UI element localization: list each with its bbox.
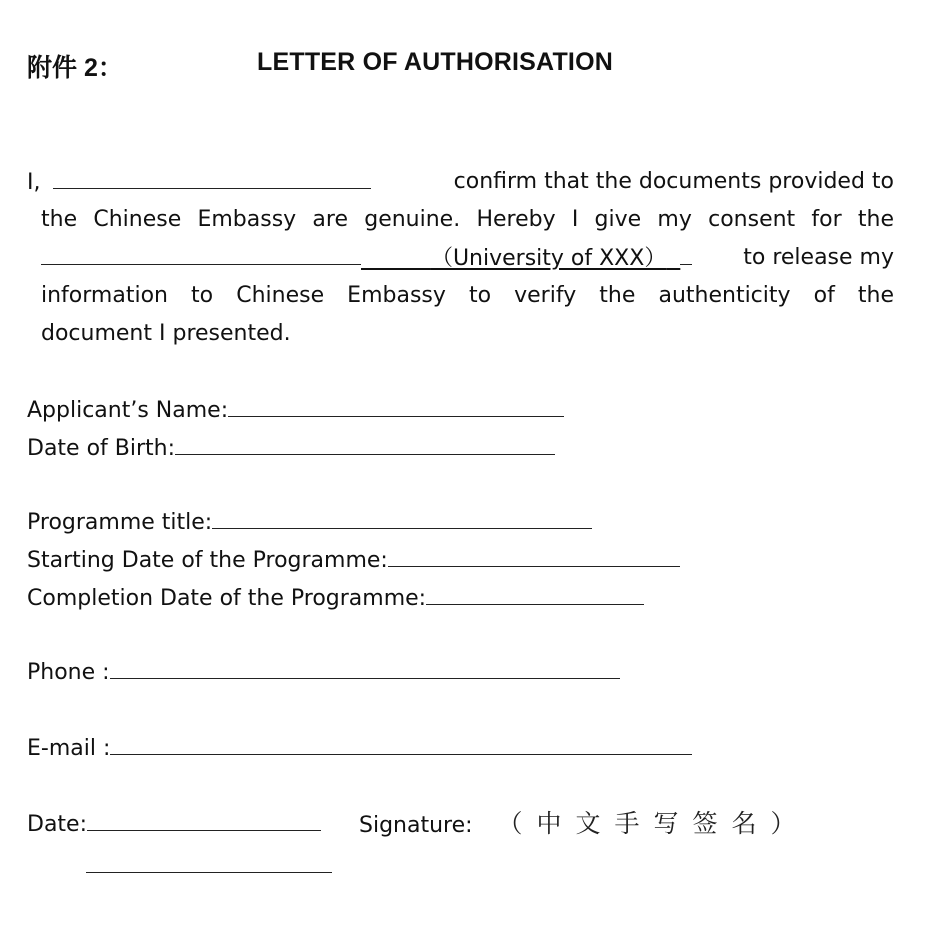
paragraph-line-1 [27,166,894,198]
paragraph-line1-start: I, [27,170,41,195]
attachment-label: 附件 2： [27,54,123,82]
email-row [27,732,692,764]
paragraph-line-3 [41,242,894,274]
university-blank-right[interactable] [680,242,692,265]
programme-title-field[interactable] [212,506,592,529]
date-of-birth-row [27,432,555,464]
document-title: LETTER OF AUTHORISATION [257,48,613,76]
signature-row [359,808,810,840]
signature-note: （中文手写签名） [497,809,810,838]
phone-row [27,656,620,688]
university-blank-left[interactable] [41,242,361,265]
date-label: Date: [27,812,87,837]
phone-field[interactable] [110,656,620,679]
programme-title-row [27,506,592,538]
name-blank[interactable] [53,166,371,189]
paragraph-line-4: information to Chinese Embassy to verify the authenticity of the [41,283,894,308]
university-placeholder: （University of XXX） [430,246,667,271]
paragraph-line3-end: to release my [743,245,894,270]
starting-date-field[interactable] [388,544,680,567]
signature-field[interactable] [86,872,332,873]
date-of-birth-label: Date of Birth: [27,436,176,461]
applicant-name-row [27,394,564,426]
paragraph-line-2: the Chinese Embassy are genuine. Hereby I give my consent for the [41,207,894,232]
applicant-name-field[interactable] [228,394,564,417]
completion-date-row [27,582,644,614]
paragraph-line1-end: confirm that the documents provided to [453,169,894,194]
date-of-birth-field[interactable] [175,432,555,455]
date-row [27,808,321,840]
email-field[interactable] [110,732,692,755]
applicant-name-label: Applicant’s Name: [27,398,229,423]
completion-date-field[interactable] [426,582,644,605]
starting-date-row [27,544,680,576]
phone-label: Phone : [27,660,110,685]
date-field[interactable] [87,808,321,831]
paragraph-line-5: document I presented. [41,321,291,346]
programme-title-label: Programme title: [27,510,213,535]
signature-label: Signature: [359,813,473,838]
completion-date-label: Completion Date of the Programme: [27,586,427,611]
starting-date-label: Starting Date of the Programme: [27,548,388,573]
email-label: E-mail : [27,736,111,761]
